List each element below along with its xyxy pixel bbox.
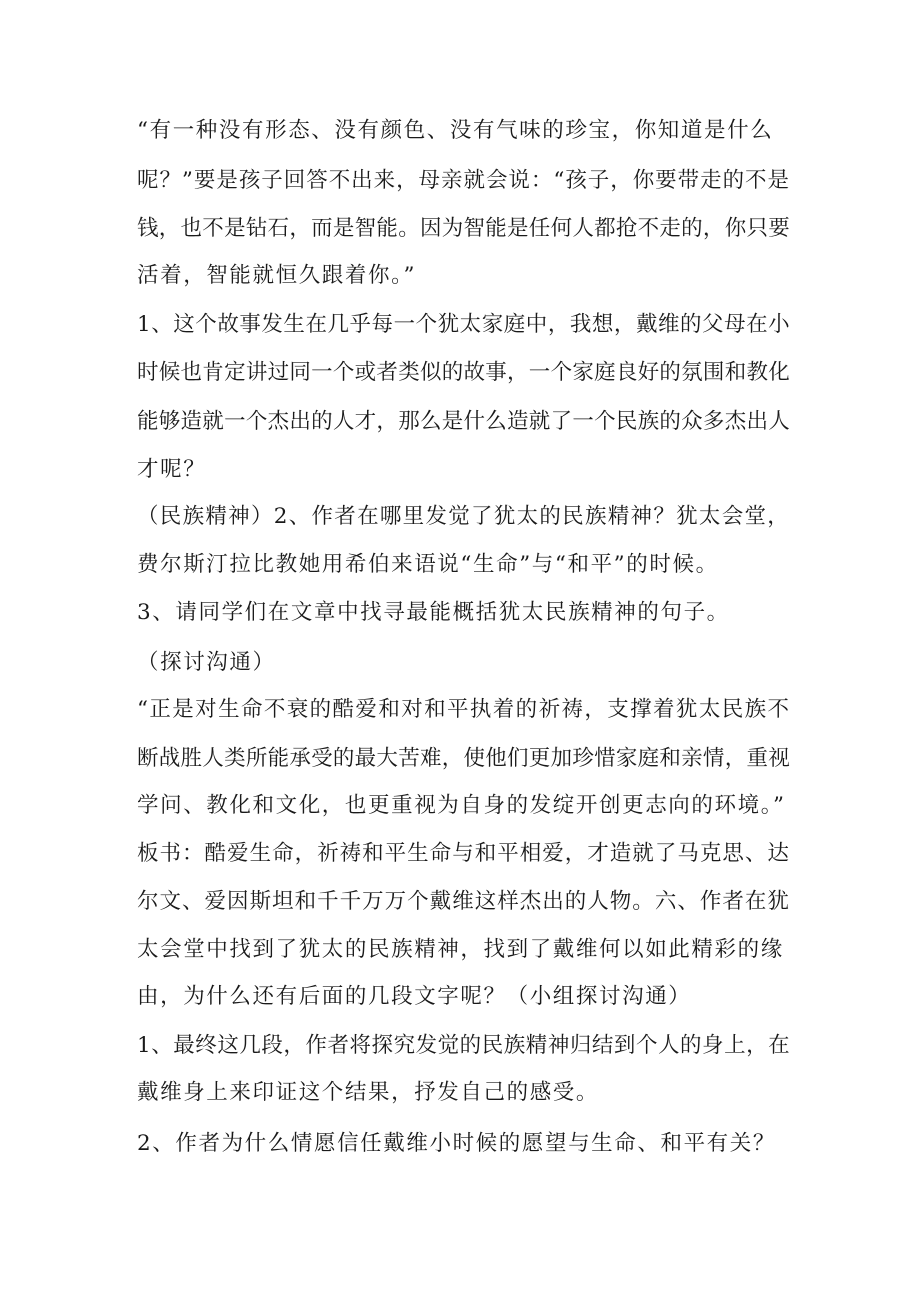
text-line-21: 戴维身上来印证这个结果，抒发自己的感受。 [137, 1080, 600, 1105]
text-line-12: （探讨沟通） [137, 650, 276, 675]
text-line-14: 断战胜人类所能承受的最大苦难，使他们更加珍惜家庭和亲情，重视 [137, 746, 791, 771]
text-line-6: 时候也肯定讲过同一个或者类似的故事，一个家庭良好的氛围和教化 [137, 360, 791, 385]
text-line-17: 尔文、爱因斯坦和千千万万个戴维这样杰出的人物。六、作者在犹 [137, 889, 790, 914]
text-line-7: 能够造就一个杰出的人才，那么是什么造就了一个民族的众多杰出人 [137, 409, 791, 434]
text-line-13: “正是对生命不衰的酷爱和对和平执着的祈祷，支撑着犹太民族不 [137, 697, 791, 722]
text-line-10: 费尔斯汀拉比教她用希伯来语说“生命”与“和平”的时候。 [137, 552, 719, 577]
text-line-5: 1、这个故事发生在几乎每一个犹太家庭中，我想，戴维的父母在小 [137, 312, 791, 337]
text-line-19: 由，为什么还有后面的几段文字呢？（小组探讨沟通） [137, 984, 692, 1009]
text-line-4: 活着，智能就恒久跟着你。” [137, 263, 417, 288]
text-line-1: “有一种没有形态、没有颜色、没有气味的珍宝，你知道是什么 [137, 118, 774, 143]
text-line-18: 太会堂中找到了犹太的民族精神，找到了戴维何以如此精彩的缘 [137, 937, 784, 962]
text-line-2: 呢？”要是孩子回答不出来，母亲就会说：“孩子，你要带走的不是 [137, 168, 790, 193]
text-line-20: 1、最终这几段，作者将探究发觉的民族精神归结到个人的身上，在 [137, 1033, 791, 1058]
text-line-11: 3、请同学们在文章中找寻最能概括犹太民族精神的句子。 [137, 600, 730, 625]
text-line-3: 钱，也不是钻石，而是智能。因为智能是任何人都抢不走的，你只要 [137, 216, 791, 241]
text-line-8: 才呢？ [137, 457, 207, 482]
text-line-22: 2、作者为什么情愿信任戴维小时候的愿望与生命、和平有关？ [137, 1131, 776, 1156]
text-line-9: （民族精神）2、作者在哪里发觉了犹太的民族精神？犹太会堂， [137, 504, 791, 529]
text-line-15: 学问、教化和文化，也更重视为自身的发绽开创更志向的环境。” [137, 793, 786, 818]
text-line-16: 板书：酷爱生命，祈祷和平生命与和平相爱，才造就了马克思、达 [137, 841, 790, 866]
